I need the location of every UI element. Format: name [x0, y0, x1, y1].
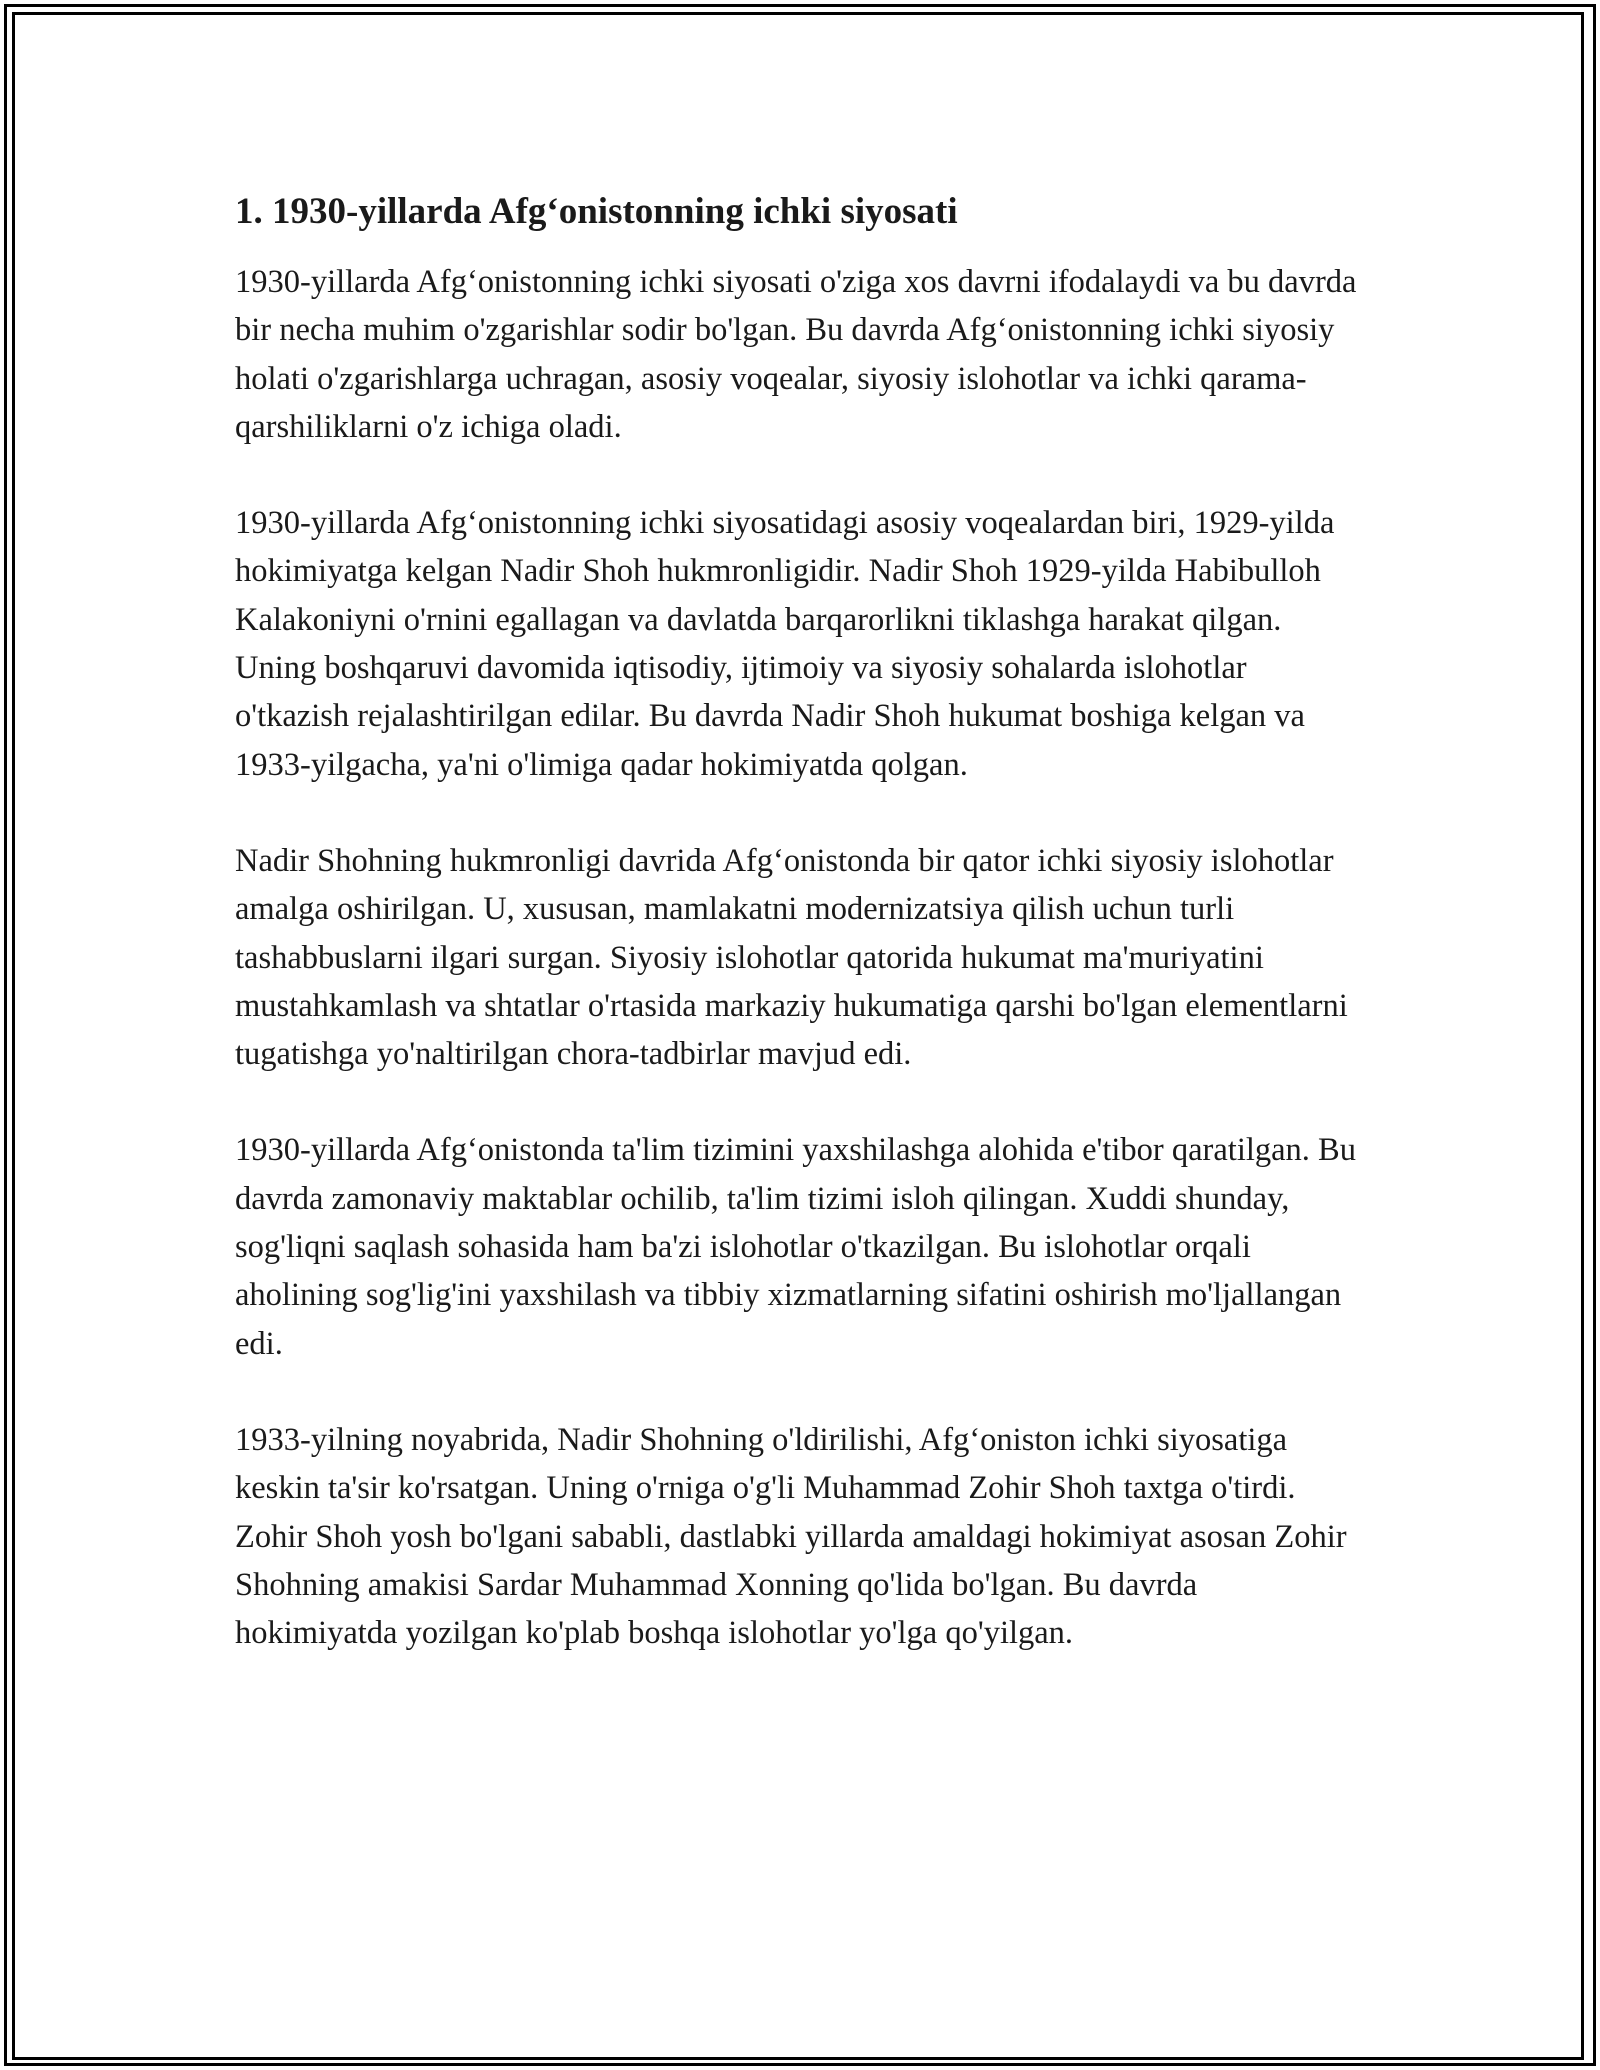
paragraph-4: 1930-yillarda Afg‘onistonda ta'lim tizimini yaxshilashga alohida e'tibor qaratilgan. Bu davrda zamonaviy maktablar ochilib, ta'lim tizimi isloh qilingan. Xuddi shunday, sog'liqni saqlash sohasida ham ba'zi islohotlar o'tkazilgan. Bu islohotlar orqali aholining sog'lig'ini yaxshilash va tibbiy xizmatlarning sifatini oshirish mo'ljallangan edi. [235, 1132, 1356, 1362]
paragraph-5: 1933-yilning noyabrida, Nadir Shohning o'ldirilishi, Afg‘oniston ichki siyosatiga keskin ta'sir ko'rsatgan. Uning o'rniga o'g'li Muhammad Zohir Shoh taxtga o'tirdi. Zohir Shoh yosh bo'lgani sababli, dastlabki yillarda amaldagi hokimiyat asosan Zohir Shohning amakisi Sardar Muhammad Xonning qo'lida bo'lgan. Bu davrda hokimiyatda yozilgan ko'plab boshqa islohotlar yo'lga qo'yilgan. [235, 1421, 1347, 1652]
document-body [235, 190, 1365, 1705]
paragraph-3: Nadir Shohning hukmronligi davrida Afg‘onistonda bir qator ichki siyosiy islohotlar amalga oshirilgan. U, xususan, mamlakatni modernizatsiya qilish uchun turli tashabbuslarni ilgari surgan. Siyosiy islohotlar qatorida hukumat ma'muriyatini mustahkamlash va shtatlar o'rtasida markaziy hukumatiga qarshi bo'lgan elementlarni tugatishga yo'naltirilgan chora-tadbirlar mavjud edi. [235, 842, 1348, 1073]
paragraph-2: 1930-yillarda Afg‘onistonning ichki siyosatidagi asosiy voqealardan biri, 1929-yilda hokimiyatga kelgan Nadir Shoh hukmronligidir. Nadir Shoh 1929-yilda Habibulloh Kalakoniyni o'rnini egallagan va davlatda barqarorlikni tiklashga harakat qilgan. Uning boshqaruvi davomida iqtisodiy, ijtimoiy va siyosiy sohalarda islohotlar o'tkazish rejalashtirilgan edilar. Bu davrda Nadir Shoh hukumat boshiga kelgan va 1933-yilgacha, ya'ni o'limiga qadar hokimiyatda qolgan. [235, 505, 1335, 783]
paragraph-1: 1930-yillarda Afg‘onistonning ichki siyosati o'ziga xos davrni ifodalaydi va bu davrda bir necha muhim o'zgarishlar sodir bo'lgan. Bu davrda Afg‘onistonning ichki siyosiy holati o'zgarishlarga uchragan, asosiy voqealar, siyosiy islohotlar va ichki qarama-qarshiliklarni o'z ichiga oladi. [235, 264, 1357, 445]
document-title: 1. 1930-yillarda Afg‘onistonning ichki siyosati [235, 191, 958, 232]
